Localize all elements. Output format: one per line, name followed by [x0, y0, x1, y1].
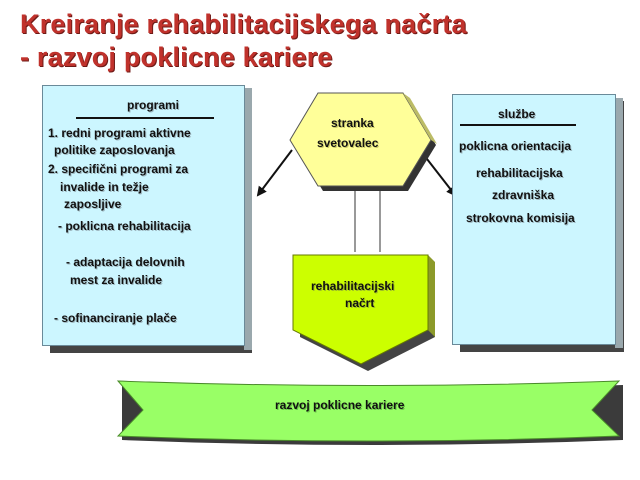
programi-line-8: mest za invalide [70, 273, 163, 287]
hexagon-label-line-2: svetovalec [317, 136, 379, 150]
slide-title-line-1: Kreiranje rehabilitacijskega načrta [20, 9, 467, 39]
sluzbe-line-2: rehabilitacijska [476, 166, 563, 180]
career-banner [118, 381, 623, 445]
programi-line-4: invalide in težje [60, 180, 149, 194]
sluzbe-line-4: strokovna komisija [466, 211, 575, 225]
slide-title-line-2: - razvoj poklicne kariere [20, 42, 333, 72]
programi-line-5: zaposljive [64, 197, 122, 211]
programi-box-edge [244, 88, 252, 350]
sluzbe-heading-rule [460, 124, 576, 126]
programi-heading: programi [127, 98, 180, 112]
hexagon-label-line-1: stranka [331, 116, 374, 130]
sluzbe-box-edge [615, 98, 623, 348]
plan-label-line-1: rehabilitacijski [311, 279, 395, 293]
plan-shape [293, 255, 435, 371]
programi-box [42, 85, 245, 346]
sluzbe-line-1: poklicna orientacija [459, 139, 572, 153]
programi-line-2: politike zaposlovanja [54, 143, 175, 157]
career-banner-label: razvoj poklicne kariere [275, 398, 405, 412]
programi-line-7: - adaptacija delovnih [66, 255, 185, 269]
programi-heading-rule [76, 117, 214, 119]
programi-line-1: 1. redni programi aktivne [48, 126, 191, 140]
plan-label-line-2: načrt [345, 296, 375, 310]
programi-line-9: - sofinanciranje plače [54, 311, 177, 325]
arrow-to-programi [258, 150, 292, 195]
sluzbe-heading: službe [498, 107, 536, 121]
programi-line-3: 2. specifični programi za [48, 162, 189, 176]
programi-line-6: - poklicna rehabilitacija [58, 219, 191, 233]
sluzbe-line-3: zdravniška [492, 188, 555, 202]
